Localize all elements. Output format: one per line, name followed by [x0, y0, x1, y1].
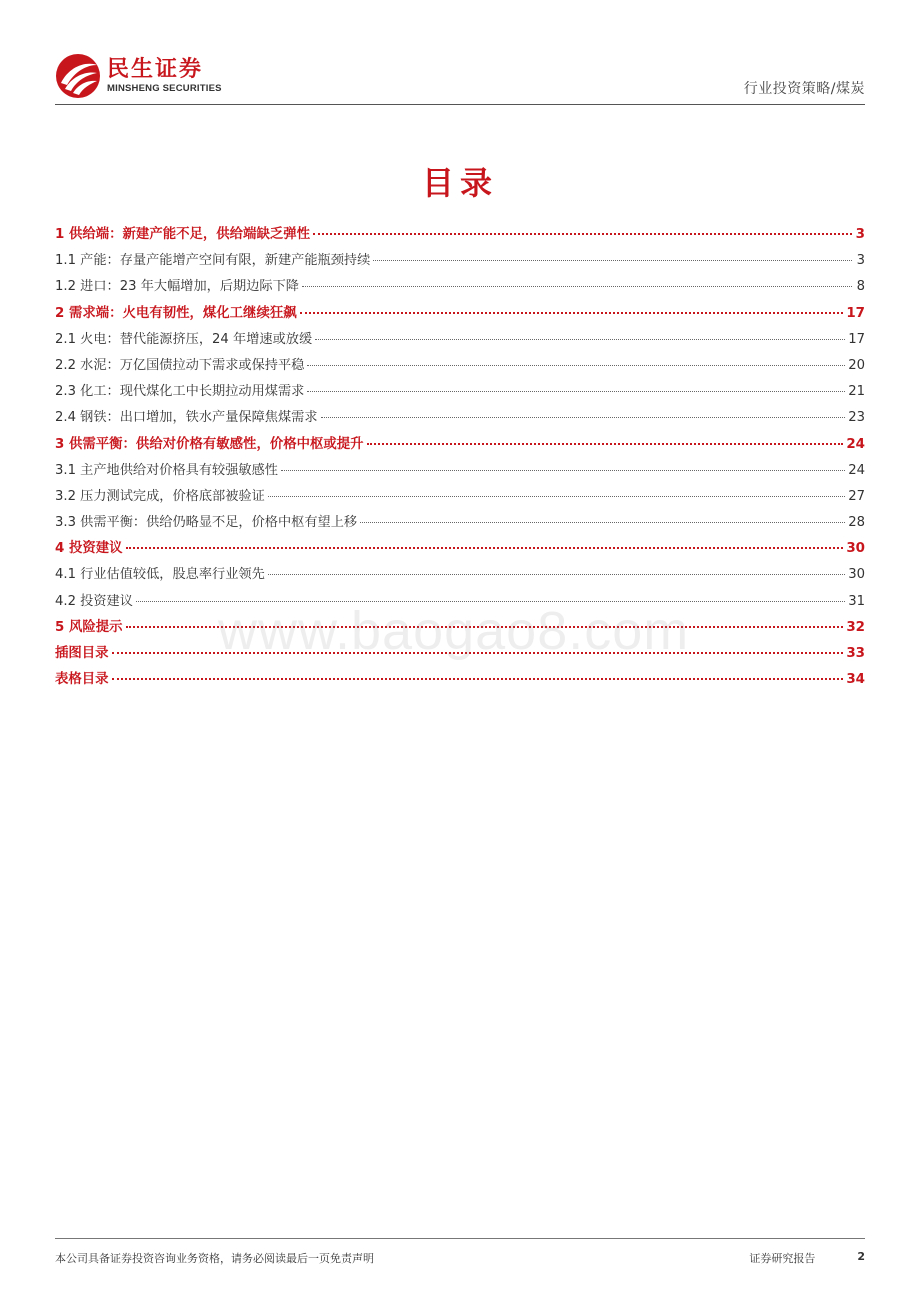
toc-entry-section[interactable]: [55, 589, 865, 615]
header-divider: [55, 104, 865, 105]
toc-entry-label: 2.1 火电：替代能源挤压，24 年增速或放缓: [55, 331, 313, 347]
toc-entry-label: 3 供需平衡：供给对价格有敏感性，价格中枢或提升: [55, 436, 364, 452]
footer-disclaimer: 本公司具备证券投资咨询业务资格，请务必阅读最后一页免责声明: [55, 1252, 374, 1265]
toc-entry-page: 8: [856, 279, 865, 295]
toc-entry-section[interactable]: [55, 327, 865, 353]
toc-entry-page: 34: [846, 672, 865, 688]
toc-entry-section[interactable]: [55, 379, 865, 405]
watermark: www.baogao8.com: [218, 601, 690, 661]
toc-entry-section[interactable]: [55, 274, 865, 300]
toc-dot-leader: [136, 601, 845, 602]
minsheng-logo-icon: [55, 53, 101, 99]
toc-dot-leader: [126, 626, 844, 628]
toc-dot-leader: [315, 339, 845, 340]
toc-entry-page: 33: [846, 646, 865, 661]
toc-dot-leader: [302, 286, 852, 287]
toc-entry-section[interactable]: [55, 458, 865, 484]
toc-entry-label: 插图目录: [55, 646, 109, 661]
toc-entry-section[interactable]: [55, 248, 865, 274]
toc-dot-leader: [373, 260, 852, 261]
toc-entry-chapter[interactable]: [55, 667, 865, 693]
report-category: 行业投资策略/煤炭: [743, 81, 865, 97]
toc-dot-leader: [307, 391, 845, 392]
toc-dot-leader: [360, 522, 845, 523]
toc-entry-section[interactable]: [55, 562, 865, 588]
toc-entry-page: 30: [846, 541, 865, 557]
toc-entry-page: 32: [846, 619, 865, 635]
toc-entry-page: 27: [848, 488, 865, 504]
logo-cn-name: 民生证券: [107, 57, 204, 82]
toc-entry-chapter[interactable]: [55, 536, 865, 562]
footer-report-type: 证券研究报告: [749, 1252, 816, 1265]
toc-dot-leader: [112, 678, 844, 680]
toc-entry-chapter[interactable]: [55, 301, 865, 327]
toc-entry-label: 3.2 压力测试完成，价格底部被验证: [55, 488, 265, 504]
toc-entry-section[interactable]: [55, 405, 865, 431]
toc-entry-page: 24: [846, 436, 865, 452]
toc-entry-page: 3: [856, 253, 865, 269]
company-logo: [55, 52, 222, 100]
toc-dot-leader: [281, 470, 845, 471]
toc-entry-page: 20: [848, 357, 865, 373]
toc-title: 目录: [421, 164, 498, 202]
toc-dot-leader: [268, 496, 845, 497]
toc-entry-section[interactable]: [55, 510, 865, 536]
page-number: 2: [857, 1250, 865, 1263]
toc-entry-page: 17: [848, 331, 865, 347]
toc-entry-label: 1.1 产能：存量产能增产空间有限，新建产能瓶颈持续: [55, 253, 371, 269]
toc-entry-page: 28: [848, 515, 865, 531]
toc-entry-section[interactable]: [55, 484, 865, 510]
toc-dot-leader: [300, 312, 844, 314]
toc-entry-label: 2.2 水泥：万亿国债拉动下需求或保持平稳: [55, 357, 305, 373]
toc-dot-leader: [268, 574, 845, 575]
toc-entry-page: 30: [848, 567, 865, 583]
toc-entry-label: 3.3 供需平衡：供给仍略显不足，价格中枢有望上移: [55, 515, 358, 531]
toc-entry-label: 4.2 投资建议: [55, 593, 133, 609]
toc-entry-chapter[interactable]: [55, 615, 865, 641]
toc-entry-chapter[interactable]: [55, 641, 865, 667]
toc-dot-leader: [367, 443, 844, 445]
toc-entry-label: 4 投资建议: [55, 541, 123, 557]
toc-entry-page: 17: [846, 305, 865, 321]
toc-entry-label: 2.3 化工：现代煤化工中长期拉动用煤需求: [55, 384, 305, 400]
toc-entry-page: 3: [855, 227, 865, 242]
toc-dot-leader: [321, 417, 846, 418]
table-of-contents: [55, 222, 865, 693]
toc-entry-page: 24: [848, 462, 865, 478]
footer-right: [749, 1250, 865, 1266]
footer-divider: [55, 1238, 865, 1239]
toc-entry-label: 4.1 行业估值较低，股息率行业领先: [55, 567, 265, 583]
toc-entry-chapter[interactable]: [55, 222, 865, 248]
toc-entry-label: 1 供给端：新建产能不足，供给端缺乏弹性: [55, 227, 311, 242]
toc-entry-label: 3.1 主产地供给对价格具有较强敏感性: [55, 462, 278, 478]
toc-entry-page: 23: [848, 410, 865, 426]
toc-dot-leader: [313, 233, 852, 235]
toc-entry-label: 2 需求端：火电有韧性，煤化工继续狂飙: [55, 305, 297, 321]
toc-entry-label: 5 风险提示: [55, 619, 123, 635]
toc-dot-leader: [126, 547, 844, 549]
logo-text: [107, 57, 222, 95]
logo-en-name: MINSHENG SECURITIES: [107, 83, 222, 94]
toc-entry-section[interactable]: [55, 353, 865, 379]
toc-dot-leader: [112, 652, 844, 654]
toc-dot-leader: [307, 365, 845, 366]
page-header: [55, 52, 865, 104]
toc-entry-page: 21: [848, 384, 865, 400]
toc-entry-page: 31: [848, 593, 865, 609]
toc-entry-label: 1.2 进口：23 年大幅增加，后期边际下降: [55, 279, 299, 295]
toc-entry-label: 2.4 钢铁：出口增加，铁水产量保障焦煤需求: [55, 410, 318, 426]
toc-entry-label: 表格目录: [55, 672, 109, 688]
toc-entry-chapter[interactable]: [55, 432, 865, 458]
